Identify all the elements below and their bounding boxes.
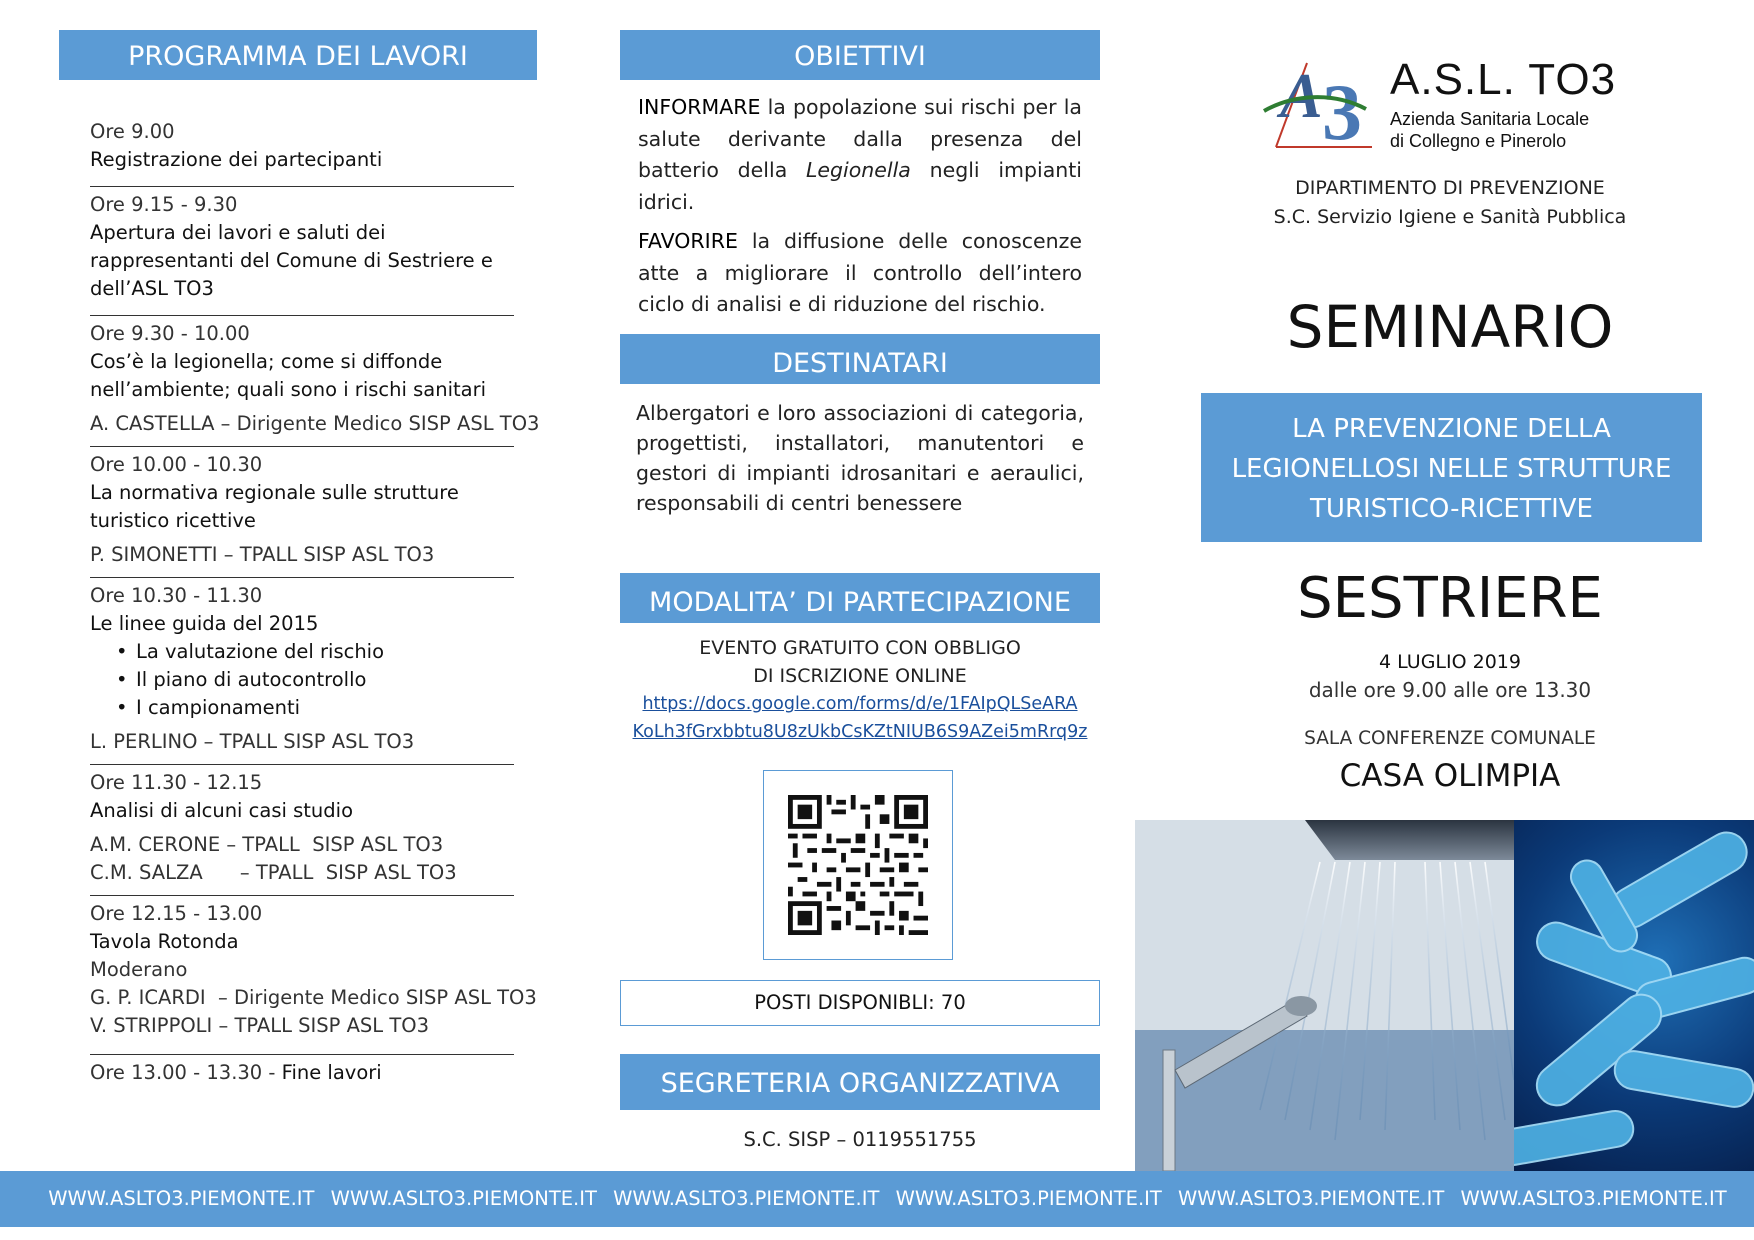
speaker: A. CASTELLA – Dirigente Medico SISP ASL TO3 — [90, 412, 540, 435]
footer-link[interactable]: WWW.ASLTO3.PIEMONTE.IT — [613, 1187, 880, 1210]
modalita-line: EVENTO GRATUITO CON OBBLIGO — [699, 637, 1021, 659]
schedule-title: La normativa regionale sulle strutture — [90, 481, 459, 504]
schedule-title: Apertura dei lavori e saluti dei rappresentanti del Comune di Sestriere e dell’ASL TO3 — [90, 221, 493, 300]
footer-link[interactable]: WWW.ASLTO3.PIEMONTE.IT — [48, 1187, 315, 1210]
schedule-title: Analisi di alcuni casi studio — [90, 799, 354, 822]
divider — [90, 307, 514, 316]
modalita-info — [620, 634, 1100, 746]
asl-logo-sub: Azienda Sanitaria Locale — [1390, 109, 1590, 129]
modalita-line: DI ISCRIZIONE ONLINE — [753, 665, 967, 687]
qr-code-frame — [763, 770, 953, 960]
topic-line: LEGIONELLOSI NELLE STRUTTURE — [1231, 454, 1672, 484]
legionella-term: Legionella — [806, 158, 911, 182]
schedule-time: Ore 9.30 - 10.00 — [90, 322, 250, 345]
divider — [90, 1040, 514, 1055]
schedule-time: Ore 10.30 - 11.30 — [90, 584, 263, 607]
event-place: SESTRIERE — [1297, 566, 1603, 631]
schedule-time: Ore 11.30 - 12.15 — [90, 771, 263, 794]
bacteria-icon — [1514, 820, 1754, 1171]
schedule-time: Ore 9.15 - 9.30 — [90, 193, 238, 216]
event-hours: dalle ore 9.00 alle ore 13.30 — [1308, 678, 1592, 702]
topic-banner — [1201, 393, 1702, 542]
speaker: L. PERLINO – TPALL SISP ASL TO3 — [90, 730, 415, 753]
bullet-item: • La valutazione del rischio — [116, 638, 550, 666]
schedule-title: Cos’è la legionella; come si diffonde — [90, 350, 443, 373]
topic-line: TURISTICO-RICETTIVE — [1310, 494, 1593, 524]
venue-label: SALA CONFERENZE COMUNALE — [1304, 728, 1596, 749]
obiettivi-paragraph — [638, 92, 1082, 218]
footer-link[interactable]: WWW.ASLTO3.PIEMONTE.IT — [1178, 1187, 1445, 1210]
schedule-item — [90, 900, 550, 1040]
footer-link[interactable]: WWW.ASLTO3.PIEMONTE.IT — [1460, 1187, 1727, 1210]
department-service: S.C. Servizio Igiene e Sanità Pubblica — [1273, 206, 1627, 228]
favorire-keyword: FAVORIRE — [638, 229, 738, 253]
speaker: C.M. SALZA – TPALL SISP ASL TO3 — [90, 861, 457, 884]
registration-link[interactable]: KoLh3fGrxbbtu8U8zUkbCsKZtNIUB6S9AZei5mRrq9z — [632, 722, 1088, 742]
speaker: G. P. ICARDI – Dirigente Medico SISP ASL TO3 — [90, 986, 537, 1009]
schedule-item — [90, 451, 550, 569]
posti-text: POSTI DISPONIBLI: 70 — [754, 991, 966, 1014]
qr-code-icon[interactable] — [788, 795, 928, 935]
asl-logo-mark-icon — [1262, 55, 1382, 149]
schedule-time: Ore 9.00 — [90, 120, 175, 143]
schedule-item — [90, 191, 550, 303]
footer-bar — [0, 1171, 1754, 1227]
schedule-title: turistico ricettive — [90, 509, 256, 532]
schedule-item — [90, 582, 550, 756]
divider — [90, 178, 514, 187]
schedule-title: Tavola Rotonda — [90, 930, 239, 953]
obiettivi-paragraph — [638, 226, 1082, 321]
text-span: la popolazione sui rischi per la salute derivante dalla presenza del batterio della — [638, 95, 1082, 182]
schedule-time: Ore 10.00 - 10.30 — [90, 453, 263, 476]
schedule-time: Ore 13.00 - 13.30 - — [90, 1061, 282, 1084]
footer-link[interactable]: WWW.ASLTO3.PIEMONTE.IT — [330, 1187, 597, 1210]
topic-line: LA PREVENZIONE DELLA — [1292, 414, 1611, 444]
schedule-item — [90, 769, 550, 887]
speaker: V. STRIPPOLI – TPALL SISP ASL TO3 — [90, 1014, 430, 1037]
event-date: 4 LUGLIO 2019 — [1379, 651, 1521, 673]
divider — [90, 438, 514, 447]
segreteria-header: SEGRETERIA ORGANIZZATIVA — [620, 1054, 1100, 1110]
speaker: A.M. CERONE – TPALL SISP ASL TO3 — [90, 833, 444, 856]
schedule-item — [90, 1059, 550, 1087]
text-span: la diffusione delle conoscenze atte a migliorare il controllo dell’intero ciclo di analisi e di riduzione del rischio. — [638, 229, 1082, 316]
svg-text:3: 3 — [1322, 69, 1362, 149]
divider — [90, 569, 514, 578]
schedule-title: Le linee guida del 2015 — [90, 612, 319, 635]
asl-logo-sub: di Collegno e Pinerolo — [1390, 131, 1567, 151]
department-name: DIPARTIMENTO DI PREVENZIONE — [1295, 177, 1605, 199]
schedule-title: nell’ambiente; quali sono i rischi sanitari — [90, 378, 487, 401]
registration-link[interactable]: https://docs.google.com/forms/d/e/1FAIpQLSeARA — [642, 694, 1078, 714]
divider — [90, 887, 514, 896]
informare-keyword: INFORMARE — [638, 95, 761, 119]
posti-box — [620, 980, 1100, 1026]
schedule-item — [90, 118, 550, 174]
obiettivi-text — [638, 92, 1082, 321]
schedule-title: Fine lavori — [281, 1061, 382, 1084]
footer-link[interactable]: WWW.ASLTO3.PIEMONTE.IT — [895, 1187, 1162, 1210]
programma-list — [90, 118, 550, 1087]
destinatari-header: DESTINATARI — [620, 334, 1100, 384]
segreteria-contact: S.C. SISP – 0119551755 — [743, 1128, 977, 1151]
svg-text:A: A — [1280, 60, 1323, 131]
schedule-item — [90, 320, 550, 438]
moderator-label: Moderano — [90, 958, 188, 981]
asl-logo — [1262, 55, 1622, 155]
divider — [90, 756, 514, 765]
text-span: negli impianti idrici. — [638, 158, 1082, 214]
shower-head-icon — [1135, 820, 1514, 1171]
destinatari-text: Albergatori e loro associazioni di categoria, progettisti, installatori, manutentori e gestori di impianti idrosanitari e aeraulici, responsabili di centri benessere — [636, 401, 1084, 515]
bacteria-photo — [1514, 820, 1754, 1171]
asl-logo-name: A.S.L. TO3 — [1390, 55, 1617, 104]
schedule-time: Ore 12.15 - 13.00 — [90, 902, 263, 925]
programma-header: PROGRAMMA DEI LAVORI — [59, 30, 537, 80]
speaker: P. SIMONETTI – TPALL SISP ASL TO3 — [90, 543, 435, 566]
schedule-title: Registrazione dei partecipanti — [90, 148, 383, 171]
obiettivi-header: OBIETTIVI — [620, 30, 1100, 80]
modalita-header: MODALITA’ DI PARTECIPAZIONE — [620, 573, 1100, 623]
seminar-title: SEMINARIO — [1286, 293, 1614, 361]
shower-photo — [1135, 820, 1514, 1171]
department-block — [1200, 174, 1700, 232]
bullet-item: • Il piano di autocontrollo — [116, 666, 550, 694]
venue-name: CASA OLIMPIA — [1339, 758, 1561, 794]
bullet-item: • I campionamenti — [116, 694, 550, 722]
